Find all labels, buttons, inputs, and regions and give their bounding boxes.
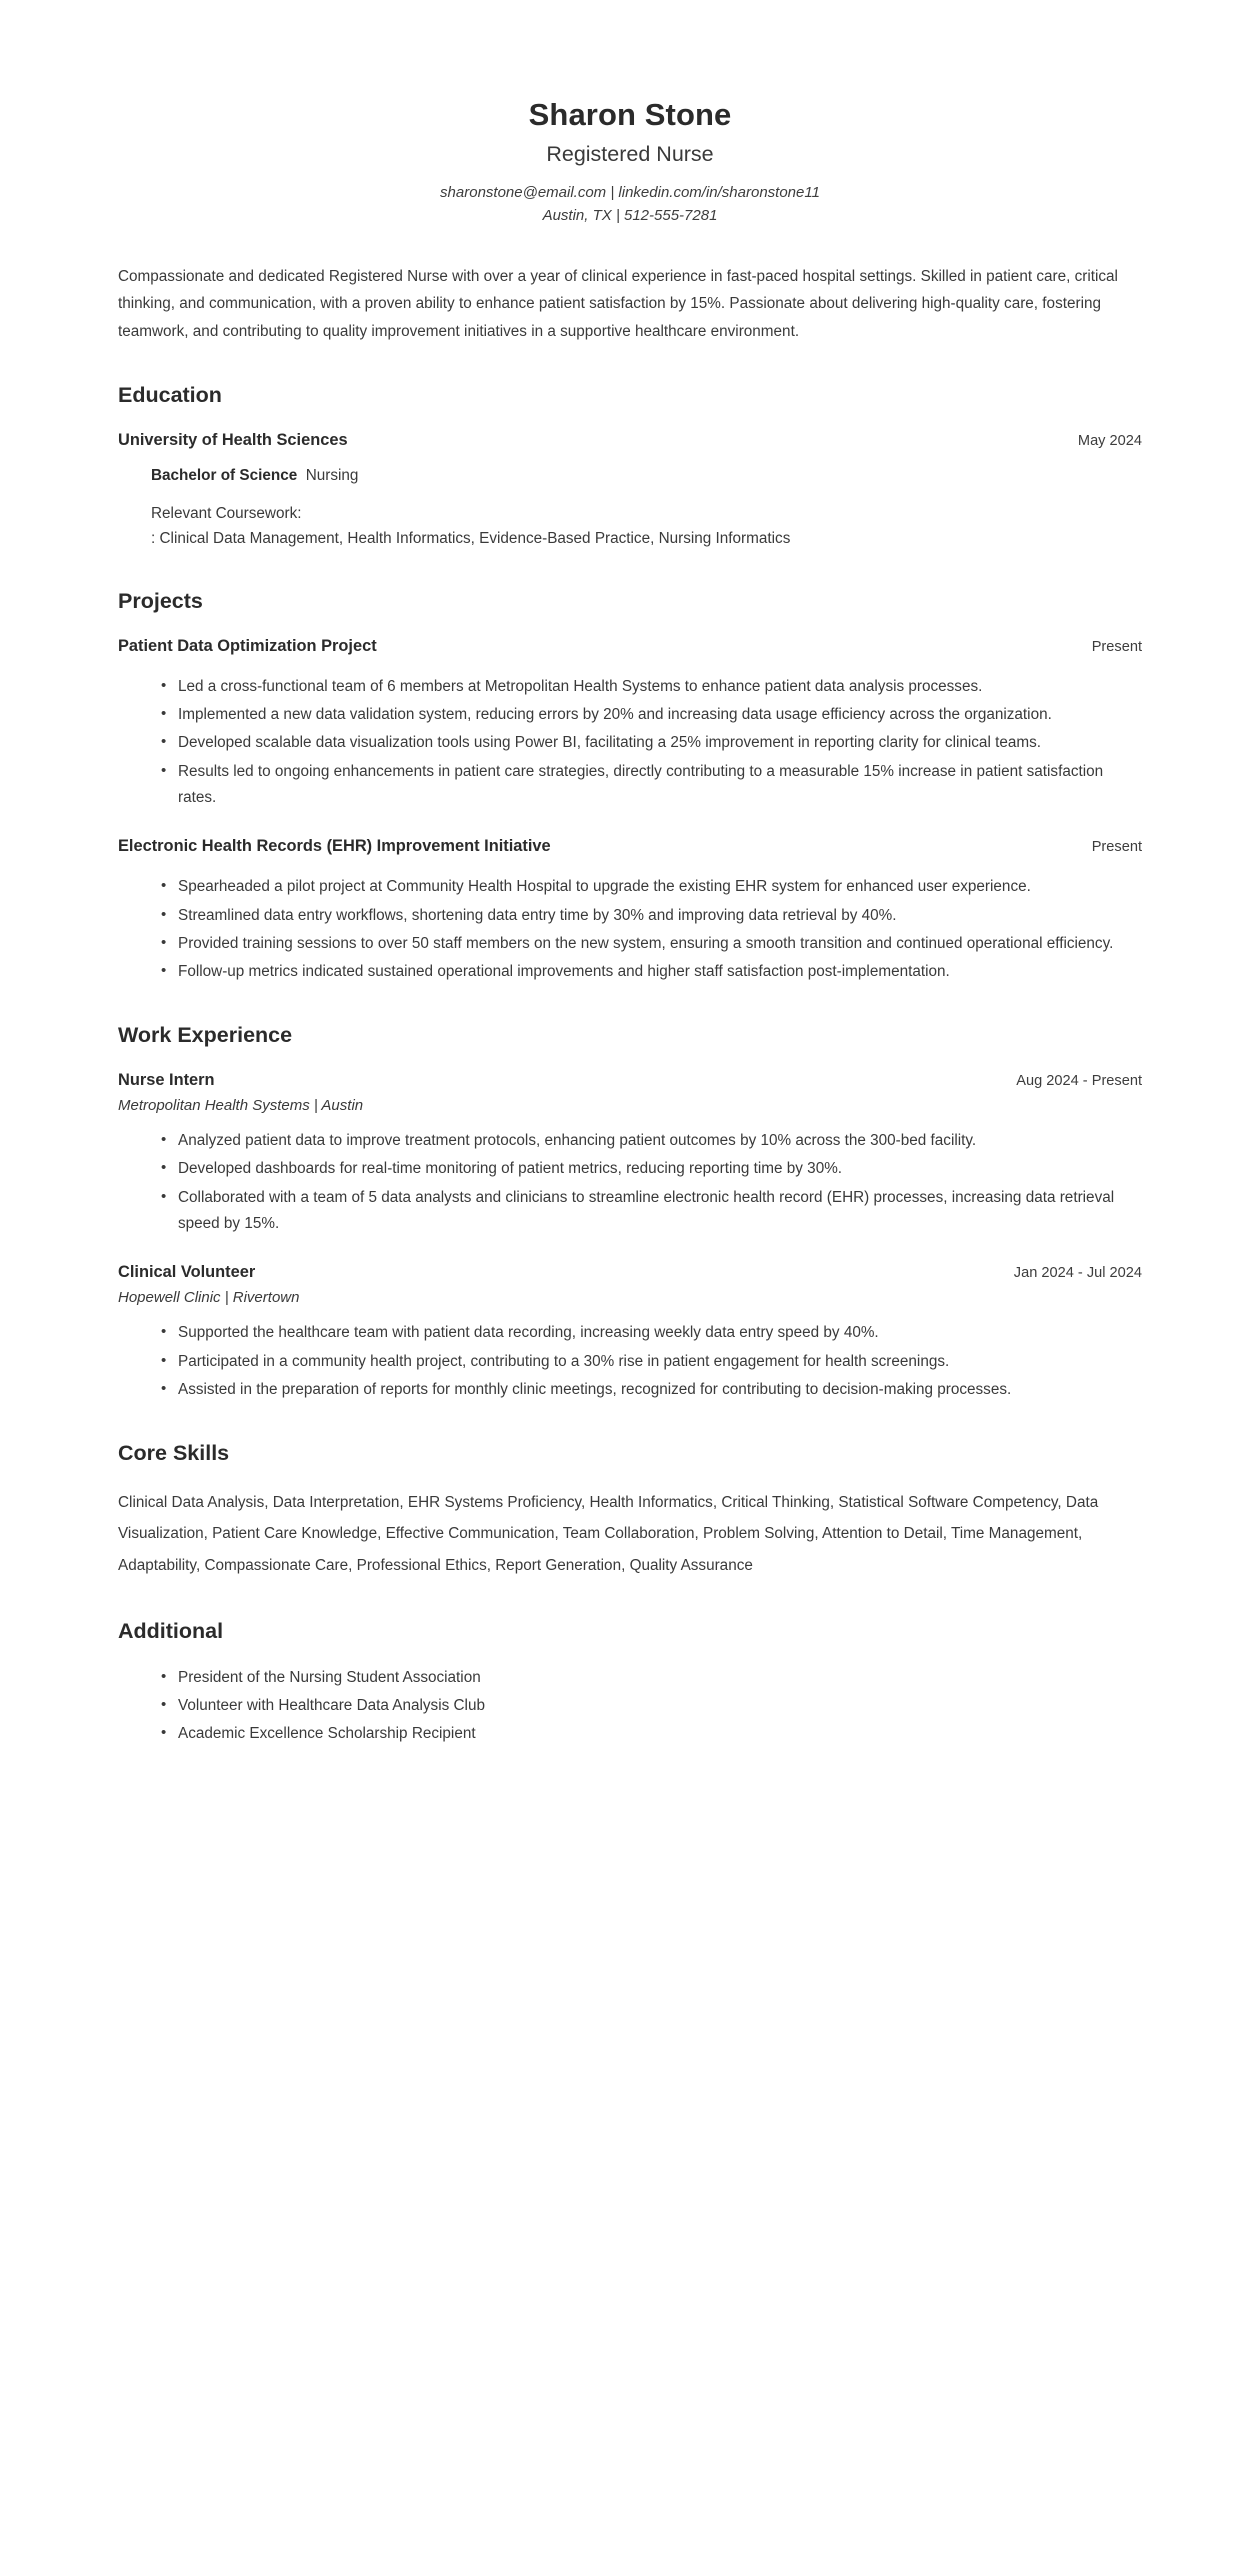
section-core-skills <box>118 1441 1142 1581</box>
work-bullet-list <box>118 1320 1142 1403</box>
education-coursework-list: : Clinical Data Management, Health Informatics, Evidence-Based Practice, Nursing Informatics <box>151 529 791 547</box>
education-degree-name: Bachelor of Science <box>151 466 298 484</box>
bullet-item: • Supported the healthcare team with patient data recording, increasing weekly data entry speed by 40%. <box>178 1320 1142 1346</box>
section-education <box>118 383 1142 551</box>
contact-line-email-linkedin: sharonstone@email.com | linkedin.com/in/sharonstone11 <box>440 183 820 201</box>
education-date: May 2024 <box>1077 432 1142 449</box>
project-entry-head <box>118 835 1142 858</box>
work-employer-location: Hopewell Clinic | Rivertown <box>118 1289 300 1307</box>
bullet-item: • Implemented a new data validation system, reducing errors by 20% and increasing data usage efficiency across the organization. <box>178 702 1142 728</box>
candidate-name: Sharon Stone <box>528 97 732 132</box>
section-projects <box>118 589 1142 985</box>
bullet-item: • Follow-up metrics indicated sustained operational improvements and higher staff satisfaction post-implementation. <box>178 959 1142 985</box>
work-entry-head <box>118 1261 1142 1284</box>
section-heading-core-skills: Core Skills <box>118 1441 230 1466</box>
project-bullet-list <box>118 674 1142 811</box>
project-entry <box>118 635 1142 811</box>
work-job-title: Clinical Volunteer <box>118 1263 256 1282</box>
work-entry <box>118 1069 1142 1237</box>
bullet-item: • Led a cross-functional team of 6 members at Metropolitan Health Systems to enhance patient data analysis processes. <box>178 674 1142 700</box>
bullet-item: • Volunteer with Healthcare Data Analysis Club <box>178 1693 1142 1719</box>
section-heading-projects: Projects <box>118 589 203 614</box>
project-title: Patient Data Optimization Project <box>118 636 377 655</box>
professional-summary: Compassionate and dedicated Registered Nurse with over a year of clinical experience in fast-paced hospital settings. Skilled in patient care, critical thinking, and communication, with a proven ability to enhance patient satisfaction by 15%. Passionate about delivering high-quality care, fostering teamwork, and contributing to quality improvement initiatives in a supportive healthcare environment. <box>118 268 1118 340</box>
section-work-experience <box>118 1023 1142 1403</box>
work-job-title: Nurse Intern <box>118 1071 215 1090</box>
bullet-item: • Academic Excellence Scholarship Recipient <box>178 1721 1142 1747</box>
work-date-range: Aug 2024 - Present <box>1016 1073 1142 1090</box>
work-employer-location: Metropolitan Health Systems | Austin <box>118 1097 364 1115</box>
section-additional <box>118 1619 1142 1748</box>
resume-header <box>118 0 1142 227</box>
education-entry-head <box>118 429 1142 452</box>
core-skills-text: Clinical Data Analysis, Data Interpretation, EHR Systems Proficiency, Health Informatics, Critical Thinking, Statistical Software Competency, Data Visualization, Patient Care Knowledge, Effective Communication, Team Collaboration, Problem Solving, Attention to Detail, Time Management, Adaptability, Compassionate Care, Professional Ethics, Report Generation, Quality Assurance <box>118 1494 1099 1574</box>
project-entry-head <box>118 635 1142 658</box>
project-date: Present <box>1091 638 1142 655</box>
bullet-item: • Analyzed patient data to improve treatment protocols, enhancing patient outcomes by 10% across the 300-bed facility. <box>178 1128 1142 1154</box>
bullet-item: • President of the Nursing Student Association <box>178 1665 1142 1691</box>
work-bullet-list <box>118 1128 1142 1237</box>
education-degree-field: Nursing <box>305 466 359 484</box>
project-bullet-list <box>118 874 1142 985</box>
contact-line-location-phone: Austin, TX | 512-555-7281 <box>542 206 718 224</box>
education-school: University of Health Sciences <box>118 430 348 449</box>
bullet-item: • Assisted in the preparation of reports for monthly clinic meetings, recognized for contributing to decision-making processes. <box>178 1377 1142 1403</box>
bullet-item: • Developed scalable data visualization tools using Power BI, facilitating a 25% improvement in reporting clarity for clinical teams. <box>178 730 1142 756</box>
education-entry <box>118 429 1142 551</box>
education-coursework-label: Relevant Coursework: <box>151 505 302 523</box>
bullet-item: • Streamlined data entry workflows, shortening data entry time by 30% and improving data retrieval by 40%. <box>178 903 1142 929</box>
bullet-item: • Spearheaded a pilot project at Community Health Hospital to upgrade the existing EHR system for enhanced user experience. <box>178 874 1142 900</box>
bullet-item: • Results led to ongoing enhancements in patient care strategies, directly contributing to a measurable 15% increase in patient satisfaction rates. <box>178 759 1142 812</box>
project-title: Electronic Health Records (EHR) Improvement Initiative <box>118 837 551 856</box>
section-heading-additional: Additional <box>118 1619 224 1644</box>
bullet-item: • Developed dashboards for real-time monitoring of patient metrics, reducing reporting time by 30%. <box>178 1156 1142 1182</box>
additional-bullet-list <box>118 1665 1142 1748</box>
work-date-range: Jan 2024 - Jul 2024 <box>1013 1265 1142 1282</box>
bullet-item: • Collaborated with a team of 5 data analysts and clinicians to streamline electronic health record (EHR) processes, increasing data retrieval speed by 15%. <box>178 1185 1142 1238</box>
education-detail <box>118 464 1142 551</box>
section-heading-education: Education <box>118 382 222 407</box>
project-entry <box>118 835 1142 985</box>
candidate-job-title: Registered Nurse <box>546 141 714 166</box>
bullet-item: • Provided training sessions to over 50 staff members on the new system, ensuring a smooth transition and continued operational efficiency. <box>178 931 1142 957</box>
bullet-item: • Participated in a community health project, contributing to a 30% rise in patient engagement for health screenings. <box>178 1349 1142 1375</box>
work-entry-head <box>118 1069 1142 1092</box>
project-date: Present <box>1091 839 1142 856</box>
section-heading-work-experience: Work Experience <box>118 1023 293 1048</box>
work-entry <box>118 1261 1142 1403</box>
education-degree-line <box>151 464 1142 488</box>
